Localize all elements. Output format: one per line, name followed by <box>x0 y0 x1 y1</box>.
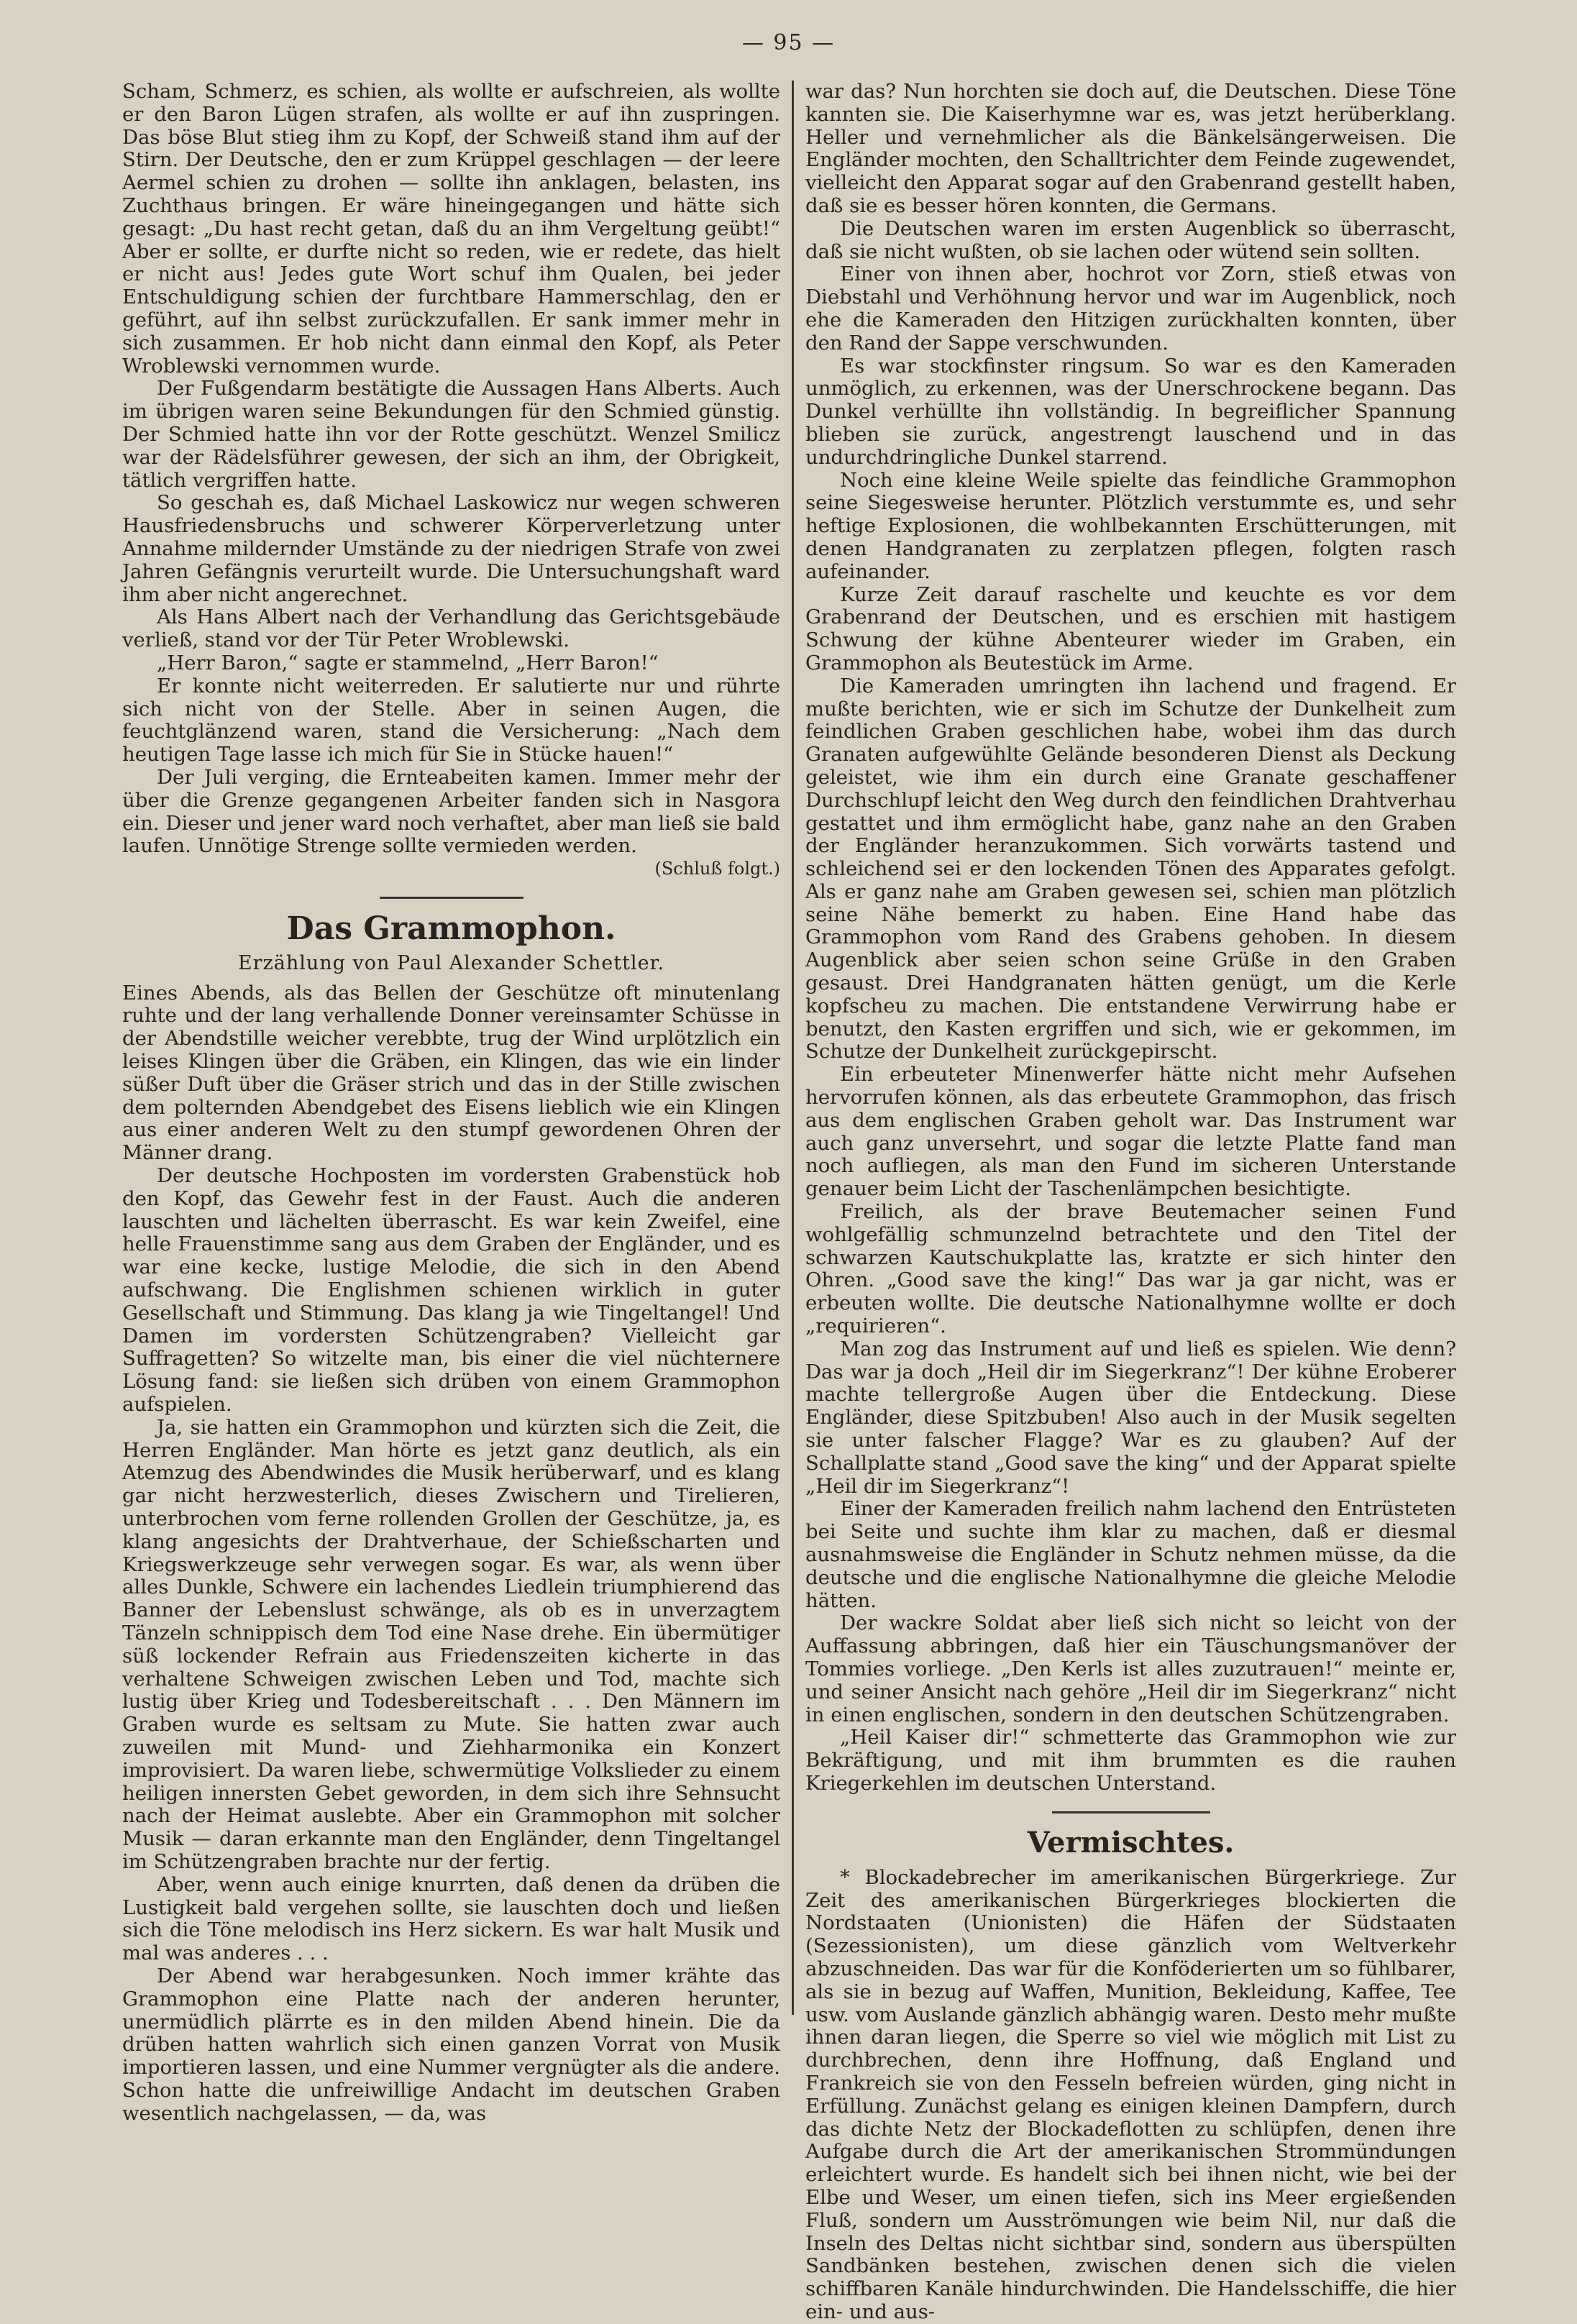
misc-paragraph-1: * Blockadebrecher im amerikanischen Bürgerkriege. Zur Zeit des amerikanischen Bürgerkrieges blockierten die Nordstaaten (Unionisten) die Häfen der Südstaaten (Sezessionisten), um diese gänzlich vom Weltverkehr abzuschneiden. Das war für die Konföderierten um so fühlbarer, als sie in bezug auf Waffen, Munition, Bekleidung, Kaffee, Tee usw. vom Auslande gänzlich abhängig waren. Desto mehr mußte ihnen daran liegen, die Sperre so viel wie möglich mit List zu durchbrechen, denn ihre Hoffnung, daß England und Frankreich sie von den Fesseln befreien würden, ging nicht in Erfüllung. Zunächst gelang es einigen kleinen Dampfern, durch das dichte Netz der Blockadeflotten zu schlüpfen, denen ihre Aufgabe durch die Art der amerikanischen Strommündungen erleichtert wurde. Es handelt sich bei ihnen nicht, wie bei der Elbe und Weser, um einen tiefen, sich ins Meer ergießenden Fluß, sondern um Ausströmungen wie beim Nil, nur daß die Inseln des Deltas nicht sichtbar sind, sondern aus überspülten Sandbänken bestehen, zwischen denen sich die vielen schiffbaren Kanäle hindurchwinden. Die Handelsschiffe, die hier ein- und aus- <box>805 1865 1456 2323</box>
right-paragraph-7: Die Kameraden umringten ihn lachend und fragend. Er mußte berichten, wie er sich im Schutze der Dunkelheit zum feindlichen Graben geschlichen habe, wobei ihm das durch Granaten aufgewühlte Gelände besonderen Dienst als Deckung geleistet, wie ihm ein durch eine Granate geschaffener Durchschlupf leicht den Weg durch den feindlichen Drahtverhau gestattet und ihm ermöglicht habe, ganz nahe an den Graben der Engländer heranzukommen. Sich vorwärts tastend und schleichend sei er den lockenden Tönen des Apparates gefolgt. Als er ganz nahe am Graben gewesen sei, schien man plötzlich seine Nähe bemerkt zu haben. Eine Hand habe das Grammophon vom Rand des Grabens gehoben. In diesem Augenblick aber seien schon seine Grüße in den Graben gesaust. Drei Handgranaten hätten genügt, um die Kerle kopfscheu zu machen. Die entstandene Verwirrung habe er benutzt, den Kasten ergriffen und sich, wie er gekommen, im Schutze der Dunkelheit zurückgepirscht. <box>805 674 1456 1063</box>
story-paragraph-1: Eines Abends, als das Bellen der Geschütze oft minutenlang ruhte und der lang verhallende Donner vereinsamter Schüsse in der Abendstille weicher verebbte, trug der Wind urplötzlich ein leises Klingen über die Gräben, ein Klingen, das wie ein linder süßer Duft über die Gräser strich und das in der Stille zwischen dem polternden Abendgebet des Eisens lieblich wie ein Klingen aus einer anderen Welt zu den stumpf gewordenen Ohren der Männer drang. <box>122 981 780 1165</box>
story-paragraph-5: Der Abend war herabgesunken. Noch immer krähte das Grammophon eine Platte nach der anderen herunter, unermüdlich plärrte es in den milden Abend hinein. Die da drüben hatten wahrlich sich einen ganzen Vorrat von Musik importieren lassen, und eine Nummer vergnügter als die andere. Schon hatte die unfreiwillige Andacht im deutschen Graben wesentlich nachgelassen, — da, was <box>122 1964 780 2125</box>
right-paragraph-12: Der wackre Soldat aber ließ sich nicht so leicht von der Auffassung abbringen, daß hier ein Täuschungsmanöver der Tommies vorliege. „Den Kerls ist alles zuzutrauen!“ meinte er, und seiner Ansicht nach gehöre „Heil dir im Siegerkranz“ nicht in einen englischen, sondern in den deutschen Schützengraben. <box>805 1611 1456 1726</box>
right-paragraph-11: Einer der Kameraden freilich nahm lachend den Entrüsteten bei Seite und suchte ihm klar zu machen, daß er diesmal ausnahmsweise die Engländer in Schutz nehmen müsse, da die deutsche und die englische Nationalhymne die gleiche Melodie hätten. <box>805 1497 1456 1612</box>
right-paragraph-1: war das? Nun horchten sie doch auf, die Deutschen. Diese Töne kannten sie. Die Kaiserhymne war es, was jetzt herüberklang. Heller und vernehmlicher als die Bänkelsängerweisen. Die Engländer mochten, den Schalltrichter dem Feinde zugewendet, vielleicht den Apparat sogar auf den Grabenrand gestellt haben, daß sie es besser hören konnten, die Germans. <box>805 80 1456 217</box>
section-divider-right <box>1052 1811 1210 1813</box>
left-paragraph-7: Der Juli verging, die Ernteabeiten kamen. Immer mehr der über die Grenze gegangenen Arbeiter fanden sich in Nasgora ein. Dieser und jener ward noch verhaftet, aber man ließ sie bald laufen. Unnötige Strenge sollte vermieden werden. <box>122 765 780 858</box>
right-paragraph-3: Einer von ihnen aber, hochrot vor Zorn, stieß etwas von Diebstahl und Verhöhnung hervor und war im Augenblick, noch ehe die Kameraden den Hitzigen zurückhalten konnten, über den Rand der Sappe verschwunden. <box>805 262 1456 354</box>
right-paragraph-6: Kurze Zeit darauf raschelte und keuchte es vor dem Grabenrand der Deutschen, und es erschien mit hastigem Schwung der kühne Abenteurer wieder im Graben, ein Grammophon als Beutestück im Arme. <box>805 582 1456 674</box>
left-paragraph-3: So geschah es, daß Michael Laskowicz nur wegen schweren Hausfriedensbruchs und schwerer Körperverletzung unter Annahme mildernder Umstände zu der niedrigen Strafe von zwei Jahren Gefängnis verurteilt wurde. Die Untersuchungshaft ward ihm aber nicht angerechnet. <box>122 491 780 606</box>
continuation-note: (Schluß folgt.) <box>654 859 780 879</box>
right-paragraph-2: Die Deutschen waren im ersten Augenblick so überrascht, daß sie nicht wußten, ob sie lachen oder wütend sein sollten. <box>805 216 1456 263</box>
left-paragraph-6: Er konnte nicht weiterreden. Er salutierte nur und rührte sich nicht von der Stelle. Aber in seinen Augen, die feuchtglänzend waren, stand die Versicherung: „Nach dem heutigen Tage lasse ich mich für Sie in Stücke hauen!“ <box>122 674 780 767</box>
page-number: — 95 — <box>741 30 836 55</box>
right-paragraph-9: Freilich, als der brave Beutemacher seinen Fund wohlgefällig schmunzelnd betrachtete und den Titel der schwarzen Kautschukplatte las, kratzte er sich hinter den Ohren. „Good save the king!“ Das war ja gar nicht, was er erbeuten wollte. Die deutsche Nationalhymne wollte er doch „requirieren“. <box>805 1200 1456 1338</box>
story-paragraph-2: Der deutsche Hochposten im vordersten Grabenstück hob den Kopf, das Gewehr fest in der Faust. Auch die anderen lauschten und lächelten überrascht. Es war kein Zweifel, eine helle Frauenstimme sang aus dem Graben der Engländer, und es war eine kecke, lustige Melodie, die sich in den Abend aufschwang. Die Englishmen schienen wirklich in guter Gesellschaft und Stimmung. Das klang ja wie Tingeltangel! Und Damen im vordersten Schützengraben? Vielleicht gar Suffragetten? So witzelte man, bis einer die viel nüchternere Lösung fand: sie ließen sich drüben von einem Grammophon aufspielen. <box>122 1164 780 1417</box>
story-title: Das Grammophon. <box>286 910 616 947</box>
right-paragraph-5: Noch eine kleine Weile spielte das feindliche Grammophon seine Siegesweise herunter. Plötzlich verstummte es, und sehr heftige Explosionen, die wohlbekannten Erschütterungen, mit denen Handgranaten zu zerplatzen pflegen, folgten rasch aufeinander. <box>805 468 1456 583</box>
right-paragraph-10: Man zog das Instrument auf und ließ es spielen. Wie denn? Das war ja doch „Heil dir im Siegerkranz“! Der kühne Eroberer machte tellergroße Augen über die Entdeckung. Diese Engländer, diese Spitzbuben! Also auch in der Musik segelten sie unter falscher Flagge? War es zu glauben? Auf der Schallplatte stand „Good save the king“ und der Apparat spielte „Heil dir im Siegerkranz“! <box>805 1337 1456 1498</box>
left-column <box>122 80 780 2125</box>
right-paragraph-8: Ein erbeuteter Minenwerfer hätte nicht mehr Aufsehen hervorrufen können, als das erbeutete Grammophon, das frisch aus dem englischen Graben geholt war. Das Instrument war auch ganz unversehrt, und sogar die letzte Platte fand man noch aufliegen, als man den Fund im sicheren Unterstande genauer beim Licht der Taschenlämpchen besichtigte. <box>805 1063 1456 1201</box>
story-paragraph-4: Aber, wenn auch einige knurrten, daß denen da drüben die Lustigkeit bald vergehen sollte, sie lauschten doch und ließen sich die Töne melodisch ins Herz sickern. Es war halt Musik und mal was anderes . . . <box>122 1872 780 1965</box>
left-paragraph-2: Der Fußgendarm bestätigte die Aussagen Hans Alberts. Auch im übrigen waren seine Bekundungen für den Schmied günstig. Der Schmied hatte ihn vor der Rotte geschützt. Wenzel Smilicz war der Rädelsführer gewesen, der sich an ihm, der Obrigkeit, tätlich vergriffen hatte. <box>122 377 780 492</box>
section-divider <box>380 897 524 899</box>
right-paragraph-13: „Heil Kaiser dir!“ schmetterte das Grammophon wie zur Bekräftigung, und mit ihm brummten es die rauhen Kriegerkehlen im deutschen Unterstand. <box>805 1726 1456 1795</box>
right-paragraph-4: Es war stockfinster ringsum. So war es den Kameraden unmöglich, zu erkennen, was der Unerschrockene begann. Das Dunkel verhüllte ihn vollständig. In begreiflicher Spannung blieben sie zurück, angestrengt lauschend und in das undurchdringliche Dunkel starrend. <box>805 354 1456 469</box>
left-paragraph-5: „Herr Baron,“ sagte er stammelnd, „Herr Baron!“ <box>157 651 659 674</box>
left-paragraph-4: Als Hans Albert nach der Verhandlung das Gerichtsgebäude verließ, stand vor der Tür Peter Wroblewski. <box>122 605 780 652</box>
right-column <box>805 80 1456 2323</box>
story-paragraph-3: Ja, sie hatten ein Grammophon und kürzten sich die Zeit, die Herren Engländer. Man hörte es jetzt ganz deutlich, als ein Atemzug des Abendwindes die Musik herüberwarf, und es klang gar nicht herzwesterlich, dieses Zwischern und Tirelieren, unterbrochen vom ferne rollenden Grollen der Geschütze, ja, es klang angesichts der Drahtverhaue, der Schießscharten und Kriegswerkzeuge sehr verwegen sogar. Es war, als wenn über alles Dunkle, Schwere ein lachendes Liedlein triumphierend das Banner der Lebenslust schwänge, als ob es in unverzagtem Tänzeln schnippisch dem Tod eine Nase drehe. Ein übermütiger süß lockender Refrain aus Friedenszeiten kicherte in das verhaltene Schweigen zwischen Leben und Tod, machte sich lustig über Krieg und Todesbereitschaft . . . Den Männern im Graben wurde es seltsam zu Mute. Sie hatten zwar auch zuweilen mit Mund- und Ziehharmonika ein Konzert improvisiert. Da waren liebe, schwermütige Volkslieder zu einem heiligen innersten Gebet geworden, in dem sich ihre Sehnsucht nach der Heimat auslebte. Aber ein Grammophon mit solcher Musik — daran erkannte man den Engländer, denn Tingeltangel im Schützengraben brachte nur der fertig. <box>122 1415 780 1873</box>
story-byline: Erzählung von Paul Alexander Schettler. <box>237 951 665 974</box>
misc-title: Vermischtes. <box>1027 1825 1235 1859</box>
left-paragraph-1: Scham, Schmerz, es schien, als wollte er aufschreien, als wollte er den Baron Lügen strafen, als wollte er auf ihn zuspringen. Das böse Blut stieg ihm zu Kopf, der Schweiß stand ihm auf der Stirn. Der Deutsche, den er zum Krüppel geschlagen — der leere Aermel schien zu drohen — sollte ihn anklagen, belasten, ins Zuchthaus bringen. Er wäre hineingegangen und hätte sich gesagt: „Du hast recht getan, daß du an ihm Vergeltung geübt!“ Aber er sollte, er durfte nicht so reden, wie er redete, das hielt er nicht aus! Jedes gute Wort schuf ihm Qualen, bei jeder Entschuldigung schien der furchtbare Hammerschlag, den er geführt, auf ihn selbst zurückzufallen. Er sank immer mehr in sich zusammen. Er hob nicht dann einmal den Kopf, als Peter Wroblewski vernommen wurde. <box>122 80 780 378</box>
column-rule <box>792 81 794 2015</box>
